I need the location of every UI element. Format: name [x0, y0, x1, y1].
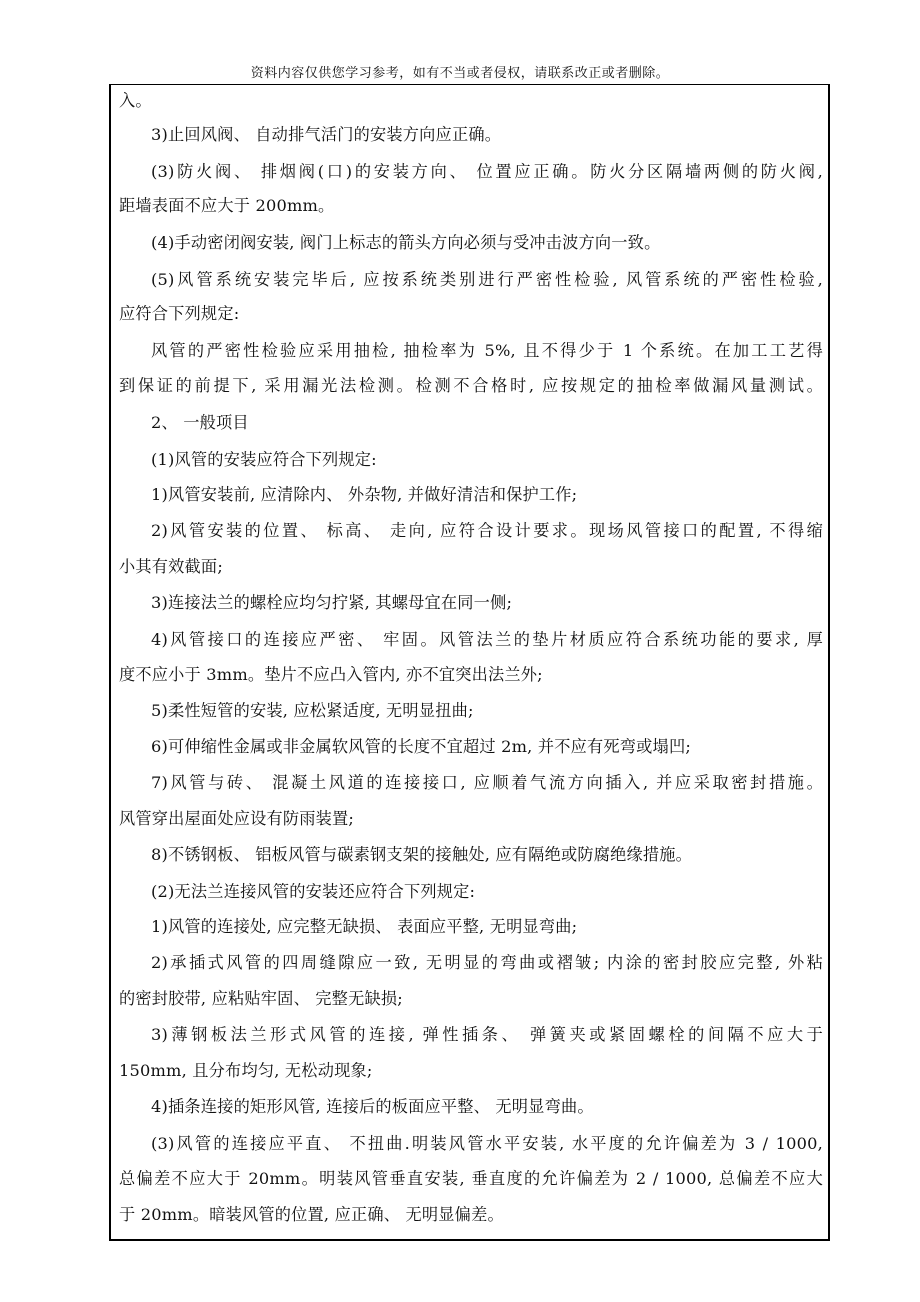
- text-line: 小其有效截面;: [119, 557, 223, 576]
- text-line: 3)连接法兰的螺栓应均匀拧紧, 其螺母宜在同一侧;: [151, 593, 513, 612]
- text-line: 3)止回风阀、 自动排气活门的安装方向应正确。: [151, 125, 502, 144]
- text-line: 150mm, 且分布均匀, 无松动现象;: [119, 1061, 373, 1080]
- text-line: 5)柔性短管的安装, 应松紧适度, 无明显扭曲;: [151, 701, 474, 720]
- text-line: 总偏差不应大于 20mm。明装风管垂直安装, 垂直度的允许偏差为 2 / 1000, 总偏差不应大: [119, 1169, 823, 1188]
- text-line: 应符合下列规定:: [119, 304, 240, 323]
- text-line: 4)插条连接的矩形风管, 连接后的板面应平整、 无明显弯曲。: [151, 1097, 594, 1116]
- text-line: 到保证的前提下, 采用漏光法检测。检测不合格时, 应按规定的抽检率做漏风量测试。: [119, 376, 823, 395]
- text-line: (3)风管的连接应平直、 不扭曲.明装风管水平安装, 水平度的允许偏差为 3 / 1000,: [151, 1134, 823, 1153]
- text-line: 2)风管安装的位置、 标高、 走向, 应符合设计要求。现场风管接口的配置, 不得缩: [151, 521, 823, 540]
- text-line: 6)可伸缩性金属或非金属软风管的长度不宜超过 2m, 并不应有死弯或塌凹;: [151, 737, 691, 756]
- text-line: (2)无法兰连接风管的安装还应符合下列规定:: [151, 882, 476, 901]
- text-line: 4)风管接口的连接应严密、 牢固。风管法兰的垫片材质应符合系统功能的要求, 厚: [151, 630, 823, 649]
- text-line: 风管穿出屋面处应设有防雨装置;: [119, 809, 355, 828]
- page-header-notice: 资料内容仅供您学习参考，如有不当或者侵权，请联系改正或者删除。: [250, 66, 670, 81]
- content-frame: [109, 84, 830, 1241]
- text-line: 2、 一般项目: [151, 413, 249, 432]
- text-line: 于 20mm。暗装风管的位置, 应正确、 无明显偏差。: [119, 1205, 504, 1224]
- text-line: 距墙表面不应大于 200mm。: [119, 196, 335, 215]
- text-line: 的密封胶带, 应粘贴牢固、 完整无缺损;: [119, 989, 403, 1008]
- text-line: 1)风管的连接处, 应完整无缺损、 表面应平整, 无明显弯曲;: [151, 917, 578, 936]
- text-line: 3)薄钢板法兰形式风管的连接, 弹性插条、 弹簧夹或紧固螺栓的间隔不应大于: [151, 1025, 823, 1044]
- text-line: 度不应小于 3mm。垫片不应凸入管内, 亦不宜突出法兰外;: [119, 665, 543, 684]
- text-line: (5)风管系统安装完毕后, 应按系统类别进行严密性检验, 风管系统的严密性检验,: [151, 270, 823, 289]
- text-line: 7)风管与砖、 混凝土风道的连接接口, 应顺着气流方向插入, 并应采取密封措施。: [151, 773, 823, 792]
- text-line: 风管的严密性检验应采用抽检, 抽检率为 5%, 且不得少于 1 个系统。在加工工艺得: [151, 341, 823, 360]
- text-line: 8)不锈钢板、 铝板风管与碳素钢支架的接触处, 应有隔绝或防腐绝缘措施。: [151, 845, 693, 864]
- text-line: 2)承插式风管的四周缝隙应一致, 无明显的弯曲或褶皱; 内涂的密封胶应完整, 外粘: [151, 953, 823, 972]
- text-line: 入。: [119, 91, 152, 110]
- text-line: (3)防火阀、 排烟阀(口)的安装方向、 位置应正确。防火分区隔墙两侧的防火阀,: [151, 162, 823, 181]
- text-line: (4)手动密闭阀安装, 阀门上标志的箭头方向必须与受冲击波方向一致。: [151, 233, 661, 252]
- text-line: (1)风管的安装应符合下列规定:: [151, 450, 377, 469]
- text-line: 1)风管安装前, 应清除内、 外杂物, 并做好清洁和保护工作;: [151, 485, 578, 504]
